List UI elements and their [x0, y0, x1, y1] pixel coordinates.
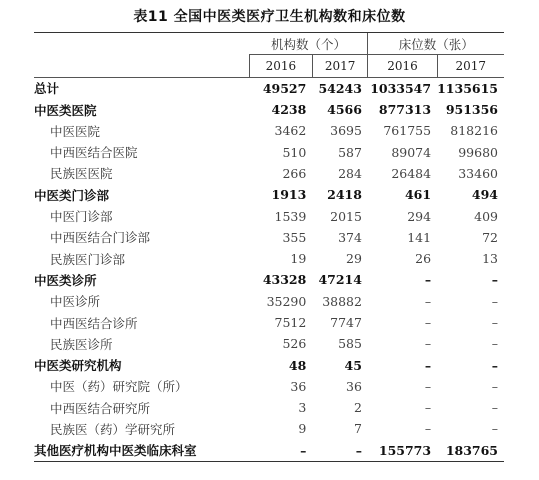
cell-value: 4566	[327, 102, 362, 118]
cell-value: 1135615	[437, 80, 498, 96]
cell-value: 33460	[458, 165, 498, 181]
table-row	[34, 184, 504, 205]
cell-value: 26484	[391, 165, 432, 181]
cell-value: 7512	[274, 315, 307, 330]
cell-value: 89074	[391, 144, 432, 160]
cell-value: 818216	[450, 123, 498, 139]
cell-value: –	[491, 293, 498, 309]
cell-value: 494	[471, 187, 498, 203]
cell-value: 1913	[271, 187, 307, 203]
cell-value: 36	[346, 378, 362, 394]
header-year: 2016	[250, 55, 313, 77]
row-label: 中医类研究机构	[34, 358, 122, 374]
table-row	[34, 120, 504, 141]
cell-value: 284	[338, 165, 362, 181]
cell-value: –	[491, 357, 498, 373]
cell-value: 266	[282, 165, 307, 181]
row-label: 中医类医院	[34, 102, 97, 118]
table-row	[34, 163, 504, 184]
cell-value: –	[424, 421, 432, 437]
cell-value: 99680	[458, 144, 498, 160]
table-row	[34, 141, 504, 162]
table-title: 表11 全国中医类医疗卫生机构数和床位数	[133, 9, 406, 25]
header-year: 2016	[368, 55, 437, 77]
row-label: 中医类门诊部	[34, 187, 110, 203]
row-label: 中医（药）研究院（所）	[50, 379, 188, 395]
header-row-groups	[34, 33, 504, 55]
cell-value: –	[250, 440, 313, 462]
cell-value: 183765	[437, 440, 504, 462]
cell-value: 374	[338, 229, 362, 245]
row-label: 民族医医院	[50, 166, 113, 182]
table-row	[34, 354, 504, 375]
cell-value: –	[424, 378, 432, 394]
cell-value: 1539	[274, 208, 307, 224]
cell-value: 9	[298, 421, 307, 437]
row-label: 中医诊所	[50, 294, 101, 310]
cell-value: 36	[290, 378, 307, 394]
cell-value: 19	[290, 251, 307, 267]
row-label: 中西医结合研究所	[50, 400, 151, 416]
table-row	[34, 205, 504, 226]
cell-value: 877313	[378, 102, 432, 118]
cell-value: 409	[474, 208, 498, 224]
cell-value: –	[424, 357, 432, 373]
cell-value: 294	[407, 208, 432, 224]
cell-value: 47214	[318, 272, 362, 288]
table-row	[34, 418, 504, 439]
header-institutions: 机构数（个）	[250, 33, 368, 55]
cell-value: 43328	[262, 272, 307, 288]
cell-value: –	[312, 440, 368, 462]
cell-value: 29	[346, 251, 362, 267]
cell-value: 49527	[262, 80, 307, 96]
table-row	[34, 269, 504, 290]
table-row	[34, 77, 504, 99]
cell-value: –	[491, 315, 498, 330]
cell-value: 4238	[271, 102, 307, 118]
cell-value: 2015	[330, 208, 362, 224]
cell-value: 26	[415, 251, 432, 267]
cell-value: 7	[354, 421, 362, 437]
cell-value: 45	[344, 357, 362, 373]
cell-value: 155773	[368, 440, 437, 462]
header-blank	[34, 33, 250, 55]
cell-value: 54243	[318, 80, 362, 96]
header-year: 2017	[437, 55, 504, 77]
header-row-years	[34, 55, 504, 77]
row-label: 中医类诊所	[34, 272, 97, 288]
row-label: 中西医结合门诊部	[50, 230, 151, 246]
cell-value: –	[491, 400, 498, 416]
row-label: 民族医门诊部	[50, 251, 126, 267]
row-label: 中医门诊部	[50, 209, 113, 225]
cell-value: –	[491, 421, 498, 437]
table-row	[34, 227, 504, 248]
cell-value: –	[491, 336, 498, 352]
cell-value: 761755	[383, 123, 432, 139]
cell-value: –	[424, 272, 432, 288]
table-row	[34, 291, 504, 312]
cell-value: 35290	[266, 293, 307, 309]
table-row	[34, 440, 504, 462]
cell-value: –	[424, 336, 432, 352]
cell-value: –	[424, 400, 432, 416]
data-table	[34, 32, 504, 462]
row-label: 民族医诊所	[50, 336, 113, 352]
cell-value: 2418	[327, 187, 362, 203]
table-row	[34, 333, 504, 354]
row-label: 中西医结合医院	[50, 145, 138, 161]
row-label: 民族医（药）学研究所	[50, 421, 176, 437]
cell-value: 7747	[330, 315, 362, 330]
cell-value: 141	[407, 229, 432, 245]
cell-value: –	[491, 272, 498, 288]
cell-value: 38882	[322, 293, 362, 309]
table-row	[34, 397, 504, 418]
cell-value: –	[491, 378, 498, 394]
cell-value: 3462	[274, 123, 307, 139]
table-row	[34, 376, 504, 397]
cell-value: –	[424, 315, 432, 330]
cell-value: 1033547	[370, 80, 432, 96]
table-row	[34, 312, 504, 333]
cell-value: 13	[482, 251, 498, 267]
cell-value: 3	[298, 400, 307, 416]
cell-value: –	[424, 293, 432, 309]
row-label: 总计	[34, 81, 60, 97]
cell-value: 951356	[445, 102, 498, 118]
row-label: 中医医院	[50, 123, 101, 139]
header-blank	[34, 55, 250, 77]
cell-value: 526	[282, 336, 307, 352]
cell-value: 355	[282, 229, 307, 245]
cell-value: 587	[338, 144, 362, 160]
cell-value: 48	[288, 357, 307, 373]
cell-value: 3695	[330, 123, 362, 139]
row-label: 其他医疗机构中医类临床科室	[34, 440, 250, 462]
row-label: 中西医结合诊所	[50, 315, 138, 331]
cell-value: 461	[404, 187, 432, 203]
cell-value: 72	[482, 229, 498, 245]
header-year: 2017	[312, 55, 368, 77]
cell-value: 2	[354, 400, 362, 416]
table-row	[34, 99, 504, 120]
cell-value: 585	[338, 336, 362, 352]
cell-value: 510	[282, 144, 307, 160]
table-row	[34, 248, 504, 269]
header-beds: 床位数（张）	[368, 33, 504, 55]
